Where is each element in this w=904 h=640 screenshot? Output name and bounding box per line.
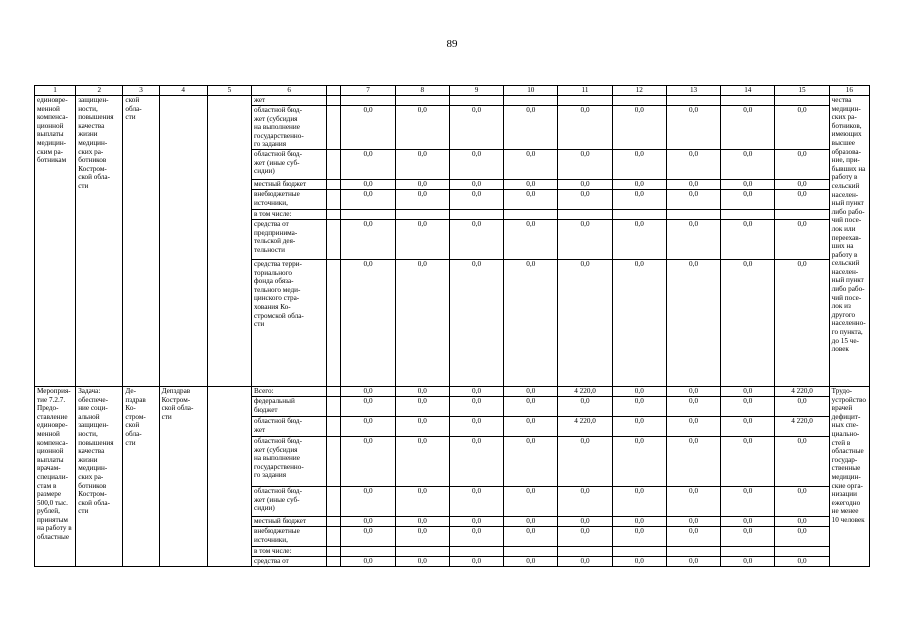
value-cell: 0,0 xyxy=(721,526,775,546)
source-label: областной бюд- жет (субсидия на выполнение государственно- го задания xyxy=(252,106,327,150)
value-cell: 0,0 xyxy=(395,219,449,259)
value-cell: 0,0 xyxy=(558,259,612,386)
value-cell: 0,0 xyxy=(449,396,503,416)
spacer-cell xyxy=(327,556,341,566)
value-cell: 0,0 xyxy=(612,189,666,209)
value-cell: 0,0 xyxy=(395,386,449,396)
spacer-cell xyxy=(327,546,341,556)
value-cell: 0,0 xyxy=(395,416,449,436)
value-cell: 0,0 xyxy=(558,516,612,526)
value-cell: 0,0 xyxy=(504,526,558,546)
value-cell: 0,0 xyxy=(449,106,503,150)
item-cell: Задача: обеспече- ние соци- альной защищен- ности, повышения качества жизни медицин- ских ра- ботников Костром- ской обла- сти xyxy=(76,386,123,566)
spacer-cell xyxy=(327,96,341,106)
spacer-cell xyxy=(327,396,341,416)
value-cell: 0,0 xyxy=(504,436,558,486)
value-cell xyxy=(666,209,720,219)
spacer-cell xyxy=(327,516,341,526)
source-label: местный бюджет xyxy=(252,179,327,189)
spacer-cell xyxy=(327,259,341,386)
value-cell: 0,0 xyxy=(504,219,558,259)
value-cell: 0,0 xyxy=(666,436,720,486)
source-label: областной бюд- жет (иные суб- сидии) xyxy=(252,149,327,179)
value-cell: 0,0 xyxy=(395,179,449,189)
value-cell: 0,0 xyxy=(666,396,720,416)
value-cell xyxy=(666,96,720,106)
value-cell: 0,0 xyxy=(666,259,720,386)
header-cell: 14 xyxy=(721,86,775,96)
value-cell: 0,0 xyxy=(666,416,720,436)
value-cell: 0,0 xyxy=(558,486,612,516)
value-cell xyxy=(775,209,829,219)
source-label: федеральный бюджет xyxy=(252,396,327,416)
value-cell: 0,0 xyxy=(666,179,720,189)
item-cell: Депздрав Костром- ской обла- сти xyxy=(159,386,207,566)
value-cell: 0,0 xyxy=(558,149,612,179)
value-cell: 0,0 xyxy=(666,526,720,546)
source-label: местный бюджет xyxy=(252,516,327,526)
value-cell: 0,0 xyxy=(612,179,666,189)
source-label: областной бюд- жет (иные суб- сидии) xyxy=(252,486,327,516)
value-cell: 0,0 xyxy=(395,516,449,526)
value-cell xyxy=(612,546,666,556)
value-cell: 0,0 xyxy=(775,259,829,386)
table-row xyxy=(35,96,870,106)
item-cell: единовре- менной компенса- ционной выплаты медицин- ским ра- ботникам xyxy=(35,96,76,387)
value-cell: 0,0 xyxy=(449,526,503,546)
header-row xyxy=(35,86,870,96)
value-cell: 0,0 xyxy=(341,516,395,526)
value-cell: 0,0 xyxy=(449,386,503,396)
value-cell: 0,0 xyxy=(721,416,775,436)
value-cell: 0,0 xyxy=(612,486,666,516)
value-cell xyxy=(504,546,558,556)
value-cell: 0,0 xyxy=(775,436,829,486)
source-label: в том числе: xyxy=(252,209,327,219)
value-cell: 0,0 xyxy=(721,179,775,189)
source-label: в том числе: xyxy=(252,546,327,556)
spacer-cell xyxy=(327,209,341,219)
value-cell: 0,0 xyxy=(666,106,720,150)
page-number: 89 xyxy=(446,38,458,50)
value-cell: 0,0 xyxy=(341,416,395,436)
header-cell: 8 xyxy=(395,86,449,96)
source-label: областной бюд- жет xyxy=(252,416,327,436)
value-cell: 0,0 xyxy=(612,219,666,259)
value-cell: 0,0 xyxy=(666,386,720,396)
value-cell: 0,0 xyxy=(721,386,775,396)
value-cell xyxy=(666,546,720,556)
item-cell: Де- пздрав Ко- стром- ской обла- сти xyxy=(123,386,159,566)
value-cell: 0,0 xyxy=(666,486,720,516)
value-cell: 0,0 xyxy=(341,106,395,150)
value-cell xyxy=(341,209,395,219)
value-cell xyxy=(449,209,503,219)
value-cell: 0,0 xyxy=(504,416,558,436)
header-cell: 7 xyxy=(341,86,395,96)
value-cell: 0,0 xyxy=(341,556,395,566)
value-cell: 0,0 xyxy=(721,259,775,386)
value-cell: 0,0 xyxy=(449,179,503,189)
spacer-cell xyxy=(327,526,341,546)
value-cell: 0,0 xyxy=(504,556,558,566)
item-cell xyxy=(207,386,251,566)
value-cell xyxy=(449,96,503,106)
value-cell: 0,0 xyxy=(395,556,449,566)
value-cell: 0,0 xyxy=(341,486,395,516)
value-cell: 0,0 xyxy=(341,526,395,546)
header-cell: 4 xyxy=(159,86,207,96)
value-cell: 0,0 xyxy=(721,106,775,150)
value-cell: 0,0 xyxy=(775,189,829,209)
source-label: Всего: xyxy=(252,386,327,396)
spacer-cell xyxy=(327,189,341,209)
value-cell: 0,0 xyxy=(775,106,829,150)
value-cell xyxy=(721,96,775,106)
value-cell: 0,0 xyxy=(775,516,829,526)
value-cell: 0,0 xyxy=(395,486,449,516)
value-cell: 0,0 xyxy=(449,219,503,259)
header-cell: 13 xyxy=(666,86,720,96)
value-cell: 0,0 xyxy=(449,189,503,209)
item-cell: ской обла- сти xyxy=(123,96,159,387)
value-cell: 0,0 xyxy=(341,149,395,179)
spacer-cell xyxy=(327,486,341,516)
value-cell: 0,0 xyxy=(558,219,612,259)
value-cell: 0,0 xyxy=(341,396,395,416)
header-cell: 5 xyxy=(207,86,251,96)
spacer-cell xyxy=(327,219,341,259)
value-cell: 0,0 xyxy=(612,106,666,150)
value-cell: 0,0 xyxy=(449,556,503,566)
item-cell xyxy=(159,96,207,387)
value-cell: 0,0 xyxy=(612,526,666,546)
value-cell: 0,0 xyxy=(341,179,395,189)
value-cell: 0,0 xyxy=(504,189,558,209)
value-cell: 0,0 xyxy=(504,106,558,150)
value-cell: 0,0 xyxy=(612,516,666,526)
value-cell: 0,0 xyxy=(341,436,395,486)
value-cell: 0,0 xyxy=(721,189,775,209)
source-label: средства от предпринима- тельской дея- тельности xyxy=(252,219,327,259)
value-cell xyxy=(558,209,612,219)
value-cell: 0,0 xyxy=(341,386,395,396)
value-cell: 0,0 xyxy=(721,219,775,259)
value-cell: 0,0 xyxy=(449,416,503,436)
value-cell xyxy=(395,96,449,106)
header-cell: 9 xyxy=(449,86,503,96)
value-cell: 0,0 xyxy=(558,396,612,416)
value-cell: 0,0 xyxy=(504,396,558,416)
source-label: внебюджетные источники, xyxy=(252,189,327,209)
value-cell xyxy=(395,546,449,556)
value-cell: 0,0 xyxy=(395,436,449,486)
value-cell xyxy=(504,209,558,219)
value-cell: 0,0 xyxy=(612,149,666,179)
value-cell: 0,0 xyxy=(504,516,558,526)
value-cell xyxy=(558,96,612,106)
value-cell: 0,0 xyxy=(395,259,449,386)
source-label: областной бюд- жет (субсидия на выполнение государственно- го задания xyxy=(252,436,327,486)
value-cell: 0,0 xyxy=(341,189,395,209)
value-cell: 0,0 xyxy=(775,396,829,416)
value-cell: 0,0 xyxy=(612,259,666,386)
value-cell: 0,0 xyxy=(449,516,503,526)
value-cell: 0,0 xyxy=(721,556,775,566)
value-cell xyxy=(558,546,612,556)
spacer-cell xyxy=(327,416,341,436)
header-cell: 12 xyxy=(612,86,666,96)
result-cell: Трудо- устройство врачей дефицит- ных спе- циально- стей в областные государ- ственные медицин- ские орга- низации ежегодно не менее 10 человек xyxy=(829,386,869,566)
value-cell xyxy=(775,546,829,556)
source-label: жет xyxy=(252,96,327,106)
value-cell: 0,0 xyxy=(395,106,449,150)
item-cell xyxy=(207,96,251,387)
value-cell: 0,0 xyxy=(721,396,775,416)
header-cell xyxy=(327,86,341,96)
value-cell: 0,0 xyxy=(666,219,720,259)
value-cell: 0,0 xyxy=(558,106,612,150)
value-cell: 0,0 xyxy=(504,179,558,189)
value-cell: 0,0 xyxy=(449,259,503,386)
source-label: средства от xyxy=(252,556,327,566)
value-cell: 0,0 xyxy=(666,189,720,209)
value-cell: 0,0 xyxy=(395,149,449,179)
value-cell: 0,0 xyxy=(504,149,558,179)
value-cell: 0,0 xyxy=(449,149,503,179)
header-cell: 1 xyxy=(35,86,76,96)
item-cell: Мероприя- тие 7.2.7. Предо- ставление единовре- менной компенса- ционной выплаты врачам- специали- стам в размере 500,0 тыс. рублей, принятым на работу в областные xyxy=(35,386,76,566)
source-label: средства терри- ториального фонда обяза- тельного меди- цинского стра- хования Ко- стромской обла- сти xyxy=(252,259,327,386)
table-row xyxy=(35,386,870,396)
value-cell: 4 220,0 xyxy=(558,386,612,396)
value-cell: 0,0 xyxy=(449,486,503,516)
result-cell: чества медицин- ских ра- ботников, имеющих высшее образова- ние, при- бывших на работу в сельский населен- ный пункт либо рабо- чий посе- лок или переехав- ших на работу в сельский населен- ный пункт либо рабо- чий посе- лок из другого населенно- го пункта, до 15 че- ловек xyxy=(829,96,869,387)
source-label: внебюджетные источники, xyxy=(252,526,327,546)
value-cell: 0,0 xyxy=(612,386,666,396)
value-cell xyxy=(612,96,666,106)
header-cell: 11 xyxy=(558,86,612,96)
spacer-cell xyxy=(327,106,341,150)
value-cell: 0,0 xyxy=(558,189,612,209)
value-cell: 0,0 xyxy=(558,526,612,546)
value-cell: 0,0 xyxy=(449,436,503,486)
header-cell: 2 xyxy=(76,86,123,96)
value-cell: 0,0 xyxy=(666,149,720,179)
value-cell: 0,0 xyxy=(612,556,666,566)
value-cell: 0,0 xyxy=(558,436,612,486)
value-cell xyxy=(504,96,558,106)
value-cell xyxy=(721,546,775,556)
header-cell: 3 xyxy=(123,86,159,96)
table-body xyxy=(35,86,870,567)
value-cell: 0,0 xyxy=(558,556,612,566)
header-cell: 16 xyxy=(829,86,869,96)
value-cell: 0,0 xyxy=(395,396,449,416)
value-cell: 0,0 xyxy=(395,526,449,546)
value-cell: 0,0 xyxy=(612,416,666,436)
spacer-cell xyxy=(327,386,341,396)
value-cell: 0,0 xyxy=(721,486,775,516)
budget-table xyxy=(34,85,870,567)
value-cell: 0,0 xyxy=(775,149,829,179)
value-cell xyxy=(721,209,775,219)
value-cell: 0,0 xyxy=(721,149,775,179)
value-cell: 0,0 xyxy=(558,179,612,189)
value-cell: 0,0 xyxy=(775,219,829,259)
header-cell: 10 xyxy=(504,86,558,96)
value-cell: 4 220,0 xyxy=(558,416,612,436)
spacer-cell xyxy=(327,179,341,189)
value-cell: 0,0 xyxy=(612,396,666,416)
header-cell: 15 xyxy=(775,86,829,96)
value-cell: 0,0 xyxy=(775,526,829,546)
value-cell: 0,0 xyxy=(504,259,558,386)
value-cell: 0,0 xyxy=(775,179,829,189)
value-cell: 0,0 xyxy=(504,386,558,396)
value-cell: 0,0 xyxy=(775,486,829,516)
spacer-cell xyxy=(327,149,341,179)
value-cell: 0,0 xyxy=(721,436,775,486)
value-cell xyxy=(449,546,503,556)
value-cell: 0,0 xyxy=(666,516,720,526)
value-cell xyxy=(341,546,395,556)
value-cell xyxy=(341,96,395,106)
value-cell: 0,0 xyxy=(612,436,666,486)
value-cell: 0,0 xyxy=(666,556,720,566)
item-cell: защищен- ности, повышения качества жизни медицин- ских ра- ботников Костром- ской обла- сти xyxy=(76,96,123,387)
value-cell: 0,0 xyxy=(775,556,829,566)
value-cell xyxy=(395,209,449,219)
value-cell: 0,0 xyxy=(504,486,558,516)
value-cell xyxy=(775,96,829,106)
spacer-cell xyxy=(327,436,341,486)
value-cell xyxy=(612,209,666,219)
value-cell: 0,0 xyxy=(341,259,395,386)
header-cell: 6 xyxy=(252,86,327,96)
value-cell: 4 220,0 xyxy=(775,416,829,436)
value-cell: 0,0 xyxy=(341,219,395,259)
value-cell: 4 220,0 xyxy=(775,386,829,396)
value-cell: 0,0 xyxy=(395,189,449,209)
value-cell: 0,0 xyxy=(721,516,775,526)
